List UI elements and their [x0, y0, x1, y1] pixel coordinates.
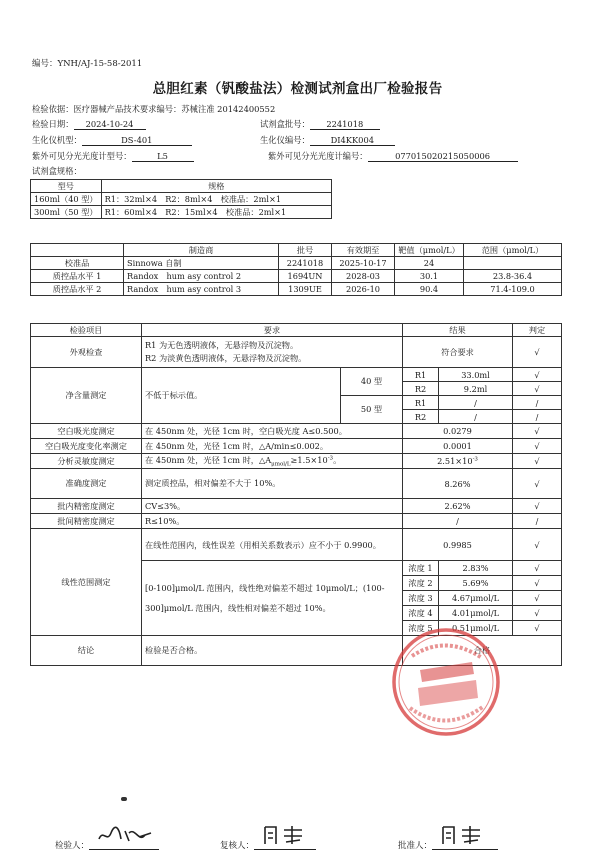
- photometer-no-line: [268, 150, 518, 162]
- table-row: 浓度 4 4.01μmol/L √: [31, 606, 562, 621]
- inspection-stamp: [390, 626, 502, 738]
- page-title: 总胆红素（钒酸盐法）检测试剂盒出厂检验报告: [152, 81, 443, 97]
- table-row: 外观检查 R1 为无色透明液体，无悬浮物及沉淀物。 R2 为淡黄色透明液体，无悬浮物及沉淀物。 符合要求 √: [31, 337, 562, 368]
- material-table: 制造商 批号 有效期至 靶值（μmol/L） 范围（μmol/L） 校准品 Sinnowa 自制 2241018 2025-10-17 24 质控品水平 1 Randox hum asy control 2 1694UN 2028-03 30.1 23.8-36.4 质控品水平 2 Randox hum asy control 3 1309UE 2026-10 90.4 71.4-109.0: [30, 243, 562, 296]
- table-row: 净含量测定 不低于标示值。 40 型 R1 33.0ml √: [31, 368, 562, 382]
- table-row: 浓度 2 5.69% √: [31, 576, 562, 591]
- analyzer-no-label: 生化仪编号：: [260, 135, 310, 145]
- photometer-model-label: 紫外可见分光光度计型号：: [32, 151, 132, 161]
- table-row: 结论 检验是否合格。 合格: [31, 636, 562, 666]
- test-basis: 检验依据：医疗器械产品技术要求编号：苏械注准 20142400552: [32, 104, 276, 114]
- spec-label: 试剂盒规格：: [32, 166, 82, 176]
- table-row: 浓度 5 0.51μmol/L √: [31, 621, 562, 636]
- kit-lot-line: [260, 118, 380, 130]
- table-row: 分析灵敏度测定 在 450nm 处，光径 1cm 时，$\triangle A_{\mu mol/L}\ge 1.5\times 10^{-3}$。 $2.51\times 10^{-3}$ √: [31, 454, 562, 469]
- ink-spot: [121, 797, 127, 801]
- table-row: 准确度测定 测定质控品，相对偏差不大于 10%。 8.26% √: [31, 469, 562, 499]
- date-label: 检验日期：: [32, 119, 74, 129]
- date-value: 2024-10-24: [74, 119, 146, 130]
- table-row: 质控品水平 1 Randox hum asy control 2 1694UN 2028-03 30.1 23.8-36.4: [31, 270, 562, 283]
- inspection-date-line: [32, 118, 146, 130]
- approver-signature-line: 批准人：: [398, 831, 498, 851]
- analyzer-model-label: 生化仪机型：: [32, 135, 82, 145]
- lot-value: 2241018: [310, 119, 380, 130]
- analyzer-no-line: [260, 134, 395, 146]
- table-row: 质控品水平 2 Randox hum asy control 3 1309UE 2026-10 90.4 71.4-109.0: [31, 283, 562, 296]
- spec-header-spec: 规格: [101, 180, 331, 193]
- result-table: [30, 323, 562, 666]
- table-row: 批间精密度测定 R≤10%。 / /: [31, 514, 562, 529]
- analyzer-no-value: DI4KK004: [310, 135, 395, 146]
- table-row: 160ml（40 型） R1：32ml×4 R2：8ml×4 校准品：2ml×1: [31, 193, 332, 206]
- table-row: 浓度 3 4.67μmol/L √: [31, 591, 562, 606]
- photometer-model-value: L5: [132, 151, 194, 162]
- analyzer-model-line: [32, 134, 192, 146]
- analyzer-model-value: DS-401: [82, 135, 192, 146]
- table-row: 空白吸光度变化率测定 在 450nm 处，光径 1cm 时，△A/min≤0.002。 0.0001 √: [31, 439, 562, 454]
- inspector-signature-line: 检验人：: [55, 831, 159, 851]
- table-row: R2 9.2ml √: [31, 382, 562, 396]
- table-row: R2 / /: [31, 410, 562, 424]
- lot-label: 试剂盒批号：: [260, 119, 310, 129]
- spec-table: [30, 179, 332, 219]
- table-row: [0-100]μmol/L 范围内，线性绝对偏差不超过 10μmol/L；(100-300]μmol/L 范围内，线性相对偏差不超过 10%。 浓度 1 2.83% √: [31, 561, 562, 576]
- table-row: 批内精密度测定 CV≤3%。 2.62% √: [31, 499, 562, 514]
- document-number: 编号：YNH/AJ-15-58-2011: [32, 59, 143, 69]
- spec-header-model: 型号: [31, 180, 102, 193]
- table-row: 50 型 R1 / /: [31, 396, 562, 410]
- photometer-no-label: 紫外可见分光光度计编号：: [268, 151, 368, 161]
- table-row: 空白吸光度测定 在 450nm 处，光径 1cm 时，空白吸光度 A≤0.500。 0.0279 √: [31, 424, 562, 439]
- table-row: 300ml（50 型） R1：60ml×4 R2：15ml×4 校准品：2ml×1: [31, 206, 332, 219]
- photometer-model-line: [32, 150, 194, 162]
- table-row: 校准品 Sinnowa 自制 2241018 2025-10-17 24: [31, 257, 562, 270]
- reviewer-signature-line: 复核人：: [220, 831, 316, 851]
- photometer-no-value: 077015020215050006: [368, 151, 518, 162]
- table-row: 线性范围测定 在线性范围内，线性误差（用相关系数表示）应不小于 0.9900。 0.9985 √: [31, 529, 562, 561]
- result-header-row: 检验项目 要求 结果 判定: [31, 324, 562, 337]
